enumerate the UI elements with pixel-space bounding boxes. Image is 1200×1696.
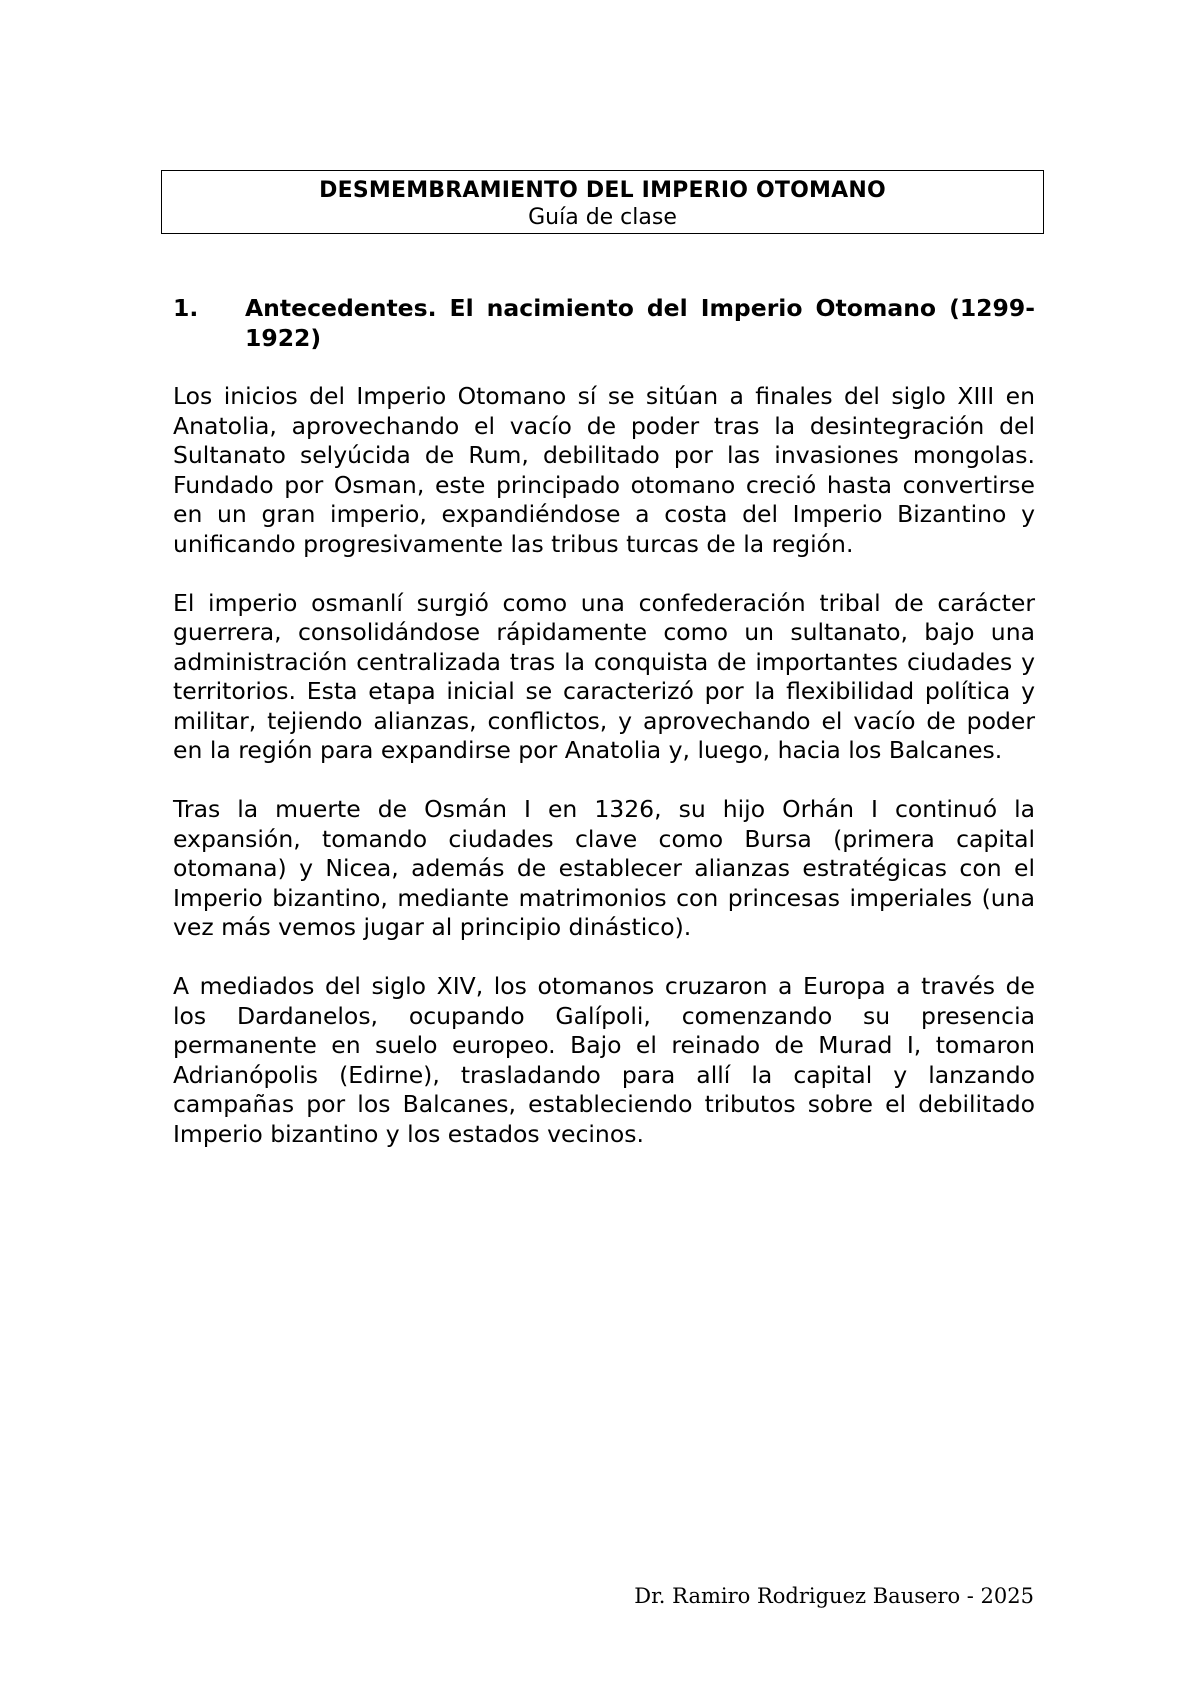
paragraph: El imperio osmanlí surgió como una confederación tribal de carácter guerrera, consolidándose rápidamente como un sultanato, bajo una administración centralizada tras la conquista de importantes ciudades y territorios. Esta etapa inicial se caracterizó por la flexibilidad política y militar, tejiendo alianzas, conflictos, y aprovechando el vacío de poder en la región para expandirse por Anatolia y, luego, hacia los Balcanes. <box>173 588 1035 764</box>
section-heading-text: Antecedentes. El nacimiento del Imperio Otomano (1299-1922) <box>245 294 1035 352</box>
section-heading <box>173 294 1035 353</box>
paragraph: A mediados del siglo XIV, los otomanos cruzaron a Europa a través de los Dardanelos, ocupando Galípoli, comenzando su presencia permanente en suelo europeo. Bajo el reinado de Murad I, tomaron Adrianópolis (Edirne), trasladando para allí la capital y lanzando campañas por los Balcanes, estableciendo tributos sobre el debilitado Imperio bizantino y los estados vecinos. <box>173 972 1035 1148</box>
document-title: DESMEMBRAMIENTO DEL IMPERIO OTOMANO <box>319 178 886 203</box>
document-body <box>173 294 1035 1179</box>
footer-author: Dr. Ramiro Rodriguez Bausero - 2025 <box>634 1584 1034 1608</box>
section-number: 1. <box>173 294 199 322</box>
document-title-box <box>161 170 1044 234</box>
paragraph: Los inicios del Imperio Otomano sí se sitúan a finales del siglo XIII en Anatolia, aprovechando el vacío de poder tras la desintegración del Sultanato selyúcida de Rum, debilitado por las invasiones mongolas. Fundado por Osman, este principado otomano creció hasta convertirse en un gran imperio, expandiéndose a costa del Imperio Bizantino y unificando progresivamente las tribus turcas de la región. <box>173 382 1035 558</box>
paragraph: Tras la muerte de Osmán I en 1326, su hijo Orhán I continuó la expansión, tomando ciudades clave como Bursa (primera capital otomana) y Nicea, además de establecer alianzas estratégicas con el Imperio bizantino, mediante matrimonios con princesas imperiales (una vez más vemos jugar al principio dinástico). <box>173 795 1035 941</box>
document-subtitle: Guía de clase <box>528 205 677 230</box>
